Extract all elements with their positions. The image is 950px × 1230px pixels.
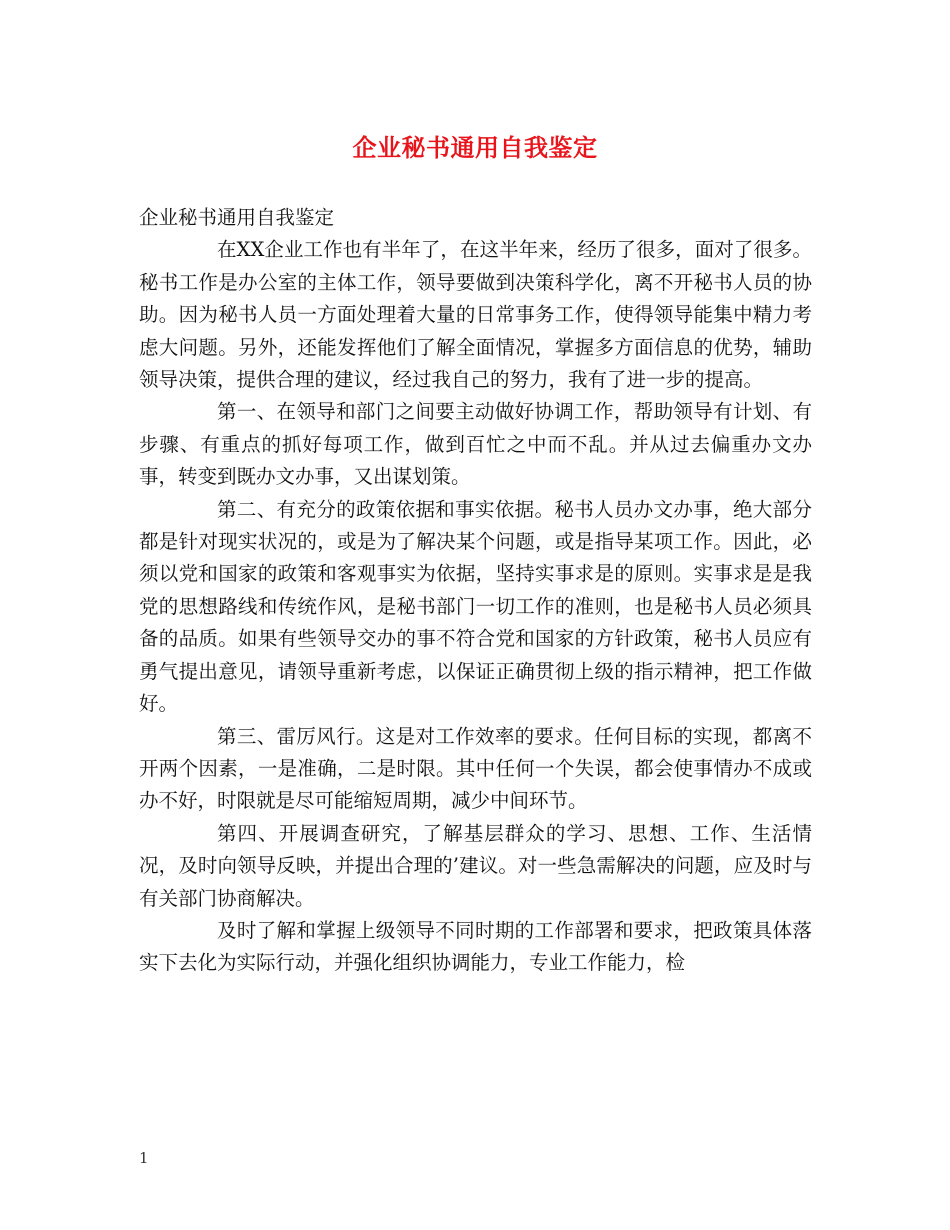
document-title: 企业秘书通用自我鉴定 xyxy=(352,133,598,162)
document-body xyxy=(139,202,812,980)
page-number: 1 xyxy=(139,1149,149,1167)
document-subtitle: 企业秘书通用自我鉴定 xyxy=(139,206,335,229)
paragraph-second: 第二、有充分的政策依据和事实依据。秘书人员办文办事，绝大部分都是针对现实状况的，或是为了解决某个问题，或是指导某项工作。因此，必须以党和国家的政策和客观事实为依据，坚持实事求是的原则。实事求是是我党的思想路线和传统作风，是秘书部门一切工作的准则，也是秘书人员必须具备的品质。如果有些领导交办的事不符合党和国家的方针政策，秘书人员应有勇气提出意见，请领导重新考虑，以保证正确贯彻上级的指示精神，把工作做好。 xyxy=(139,497,812,716)
paragraph-intro: 在XX企业工作也有半年了，在这半年来，经历了很多，面对了很多。秘书工作是办公室的主体工作，领导要做到决策科学化，离不开秘书人员的协助。因为秘书人员一方面处理着大量的日常事务工作，使得领导能集中精力考虑大问题。另外，还能发挥他们了解全面情况，掌握多方面信息的优势，辅助领导决策，提供合理的建议，经过我自己的努力，我有了进一步的提高。 xyxy=(139,238,812,392)
paragraph-continuation: 及时了解和掌握上级领导不同时期的工作部署和要求，把政策具体落实下去化为实际行动，并强化组织协调能力，专业工作能力，检 xyxy=(139,918,812,975)
paragraph-third: 第三、雷厉风行。这是对工作效率的要求。任何目标的实现，都离不开两个因素，一是准确，二是时限。其中任何一个失误，都会使事情办不成或办不好，时限就是尽可能缩短周期，减少中间环节。 xyxy=(139,724,812,813)
paragraph-fourth: 第四、开展调查研究，了解基层群众的学习、思想、工作、生活情况，及时向领导反映，并提出合理的’建议。对一些急需解决的问题，应及时与有关部门协商解决。 xyxy=(139,821,812,910)
paragraph-first: 第一、在领导和部门之间要主动做好协调工作，帮助领导有计划、有步骤、有重点的抓好每项工作，做到百忙之中而不乱。并从过去偏重办文办事，转变到既办文办事，又出谋划策。 xyxy=(139,400,812,489)
